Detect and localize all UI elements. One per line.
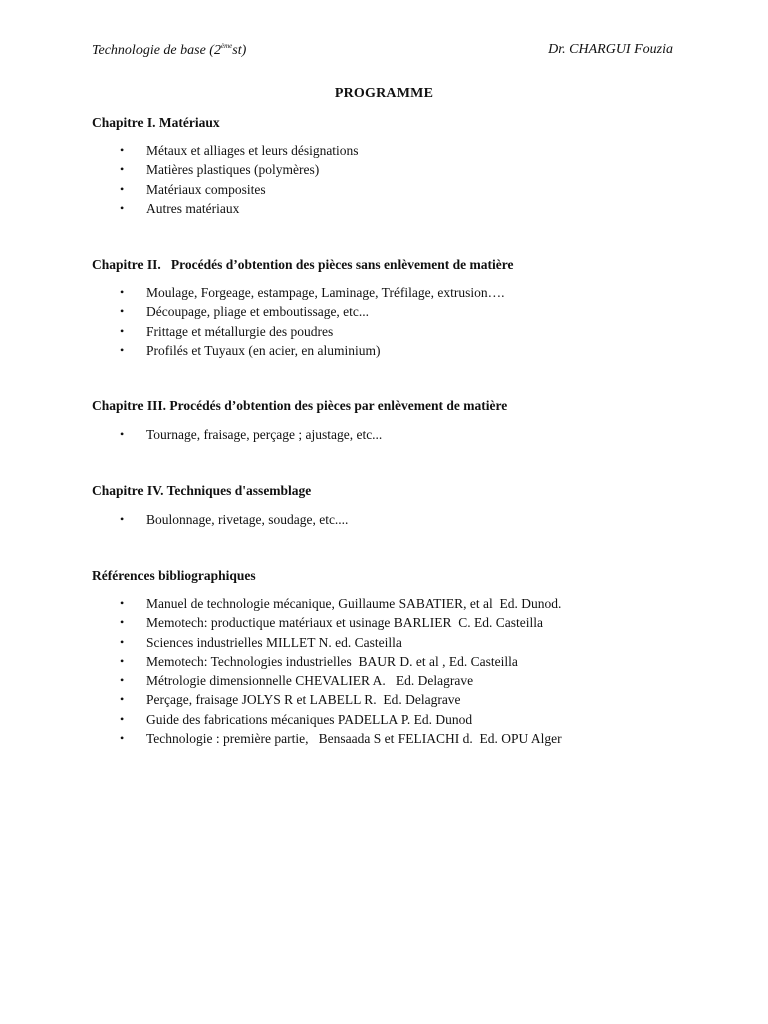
list-item: • Métaux et alliages et leurs désignations [120,141,359,160]
bullet-icon: • [120,162,125,177]
page-title: PROGRAMME [334,86,434,101]
course-title: Technologie de base (2èmest) [92,42,247,58]
reference-item: • Sciences industrielles MILLET N. ed. Casteilla [120,633,562,652]
bullet-icon: • [120,673,125,688]
references-heading: Références bibliographiques [92,568,256,583]
reference-item: • Métrologie dimensionnelle CHEVALIER A. Ed. Delagrave [120,671,562,690]
bullet-icon: • [120,342,125,357]
chapter-4-list [120,510,348,529]
bullet-icon: • [120,692,125,707]
bullet-icon: • [120,653,125,668]
bullet-icon: • [120,512,125,526]
reference-item: • Technologie : première partie, Bensaada S et FELIACHI d. Ed. OPU Alger [120,729,562,748]
chapter-heading-3: Chapitre III. Procédés d’obtention des pièces par enlèvement de matière [92,398,508,413]
bullet-icon: • [120,143,125,157]
chapter-heading-2: Chapitre II. Procédés d’obtention des pièces sans enlèvement de matière [92,257,514,272]
chapter-heading-1: Chapitre I. Matériaux [92,115,220,130]
reference-item: • Memotech: Technologies industrielles BAUR D. et al , Ed. Casteilla [120,652,562,671]
author-name: Dr. CHARGUI Fouzia [548,42,673,57]
bullet-icon: • [120,711,125,726]
list-item: • Matériaux composites [120,180,359,199]
bullet-icon: • [120,634,125,649]
reference-item: • Memotech: productique matériaux et usinage BARLIER C. Ed. Casteilla [120,613,562,632]
reference-item: • Perçage, fraisage JOLYS R et LABELL R. Ed. Delagrave [120,690,562,709]
list-item: • Tournage, fraisage, perçage ; ajustage, etc... [120,425,382,444]
list-item: • Autres matériaux [120,199,359,218]
reference-item: • Guide des fabrications mécaniques PADELLA P. Ed. Dunod [120,710,562,729]
bullet-icon: • [120,323,125,338]
chapter-heading-4: Chapitre IV. Techniques d'assemblage [92,483,312,498]
bullet-icon: • [120,285,125,299]
reference-item: • Manuel de technologie mécanique, Guillaume SABATIER, et al Ed. Dunod. [120,594,562,613]
list-item: • Frittage et métallurgie des poudres [120,322,505,341]
bullet-icon: • [120,427,125,441]
bullet-icon: • [120,615,125,630]
chapter-3-list [120,425,382,444]
bullet-icon: • [120,731,125,746]
chapter-2-list [120,283,505,360]
bullet-icon: • [120,304,125,319]
references-list [120,594,562,748]
bullet-icon: • [120,200,125,215]
chapter-1-list [120,141,359,218]
page-header [92,42,673,62]
bullet-icon: • [120,181,125,196]
list-item: • Boulonnage, rivetage, soudage, etc.... [120,510,348,529]
list-item: • Matières plastiques (polymères) [120,160,359,179]
list-item: • Profilés et Tuyaux (en acier, en aluminium) [120,341,505,360]
bullet-icon: • [120,596,125,610]
list-item: • Découpage, pliage et emboutissage, etc... [120,302,505,321]
list-item: • Moulage, Forgeage, estampage, Laminage, Tréfilage, extrusion…. [120,283,505,302]
